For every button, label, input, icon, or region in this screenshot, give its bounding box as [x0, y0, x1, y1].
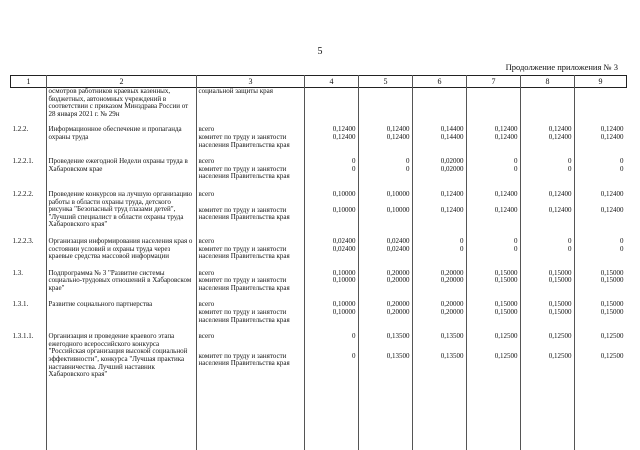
amount-cell: 0,15000 [548, 308, 572, 317]
amount-cell: 0,12400 [332, 132, 356, 141]
amount-cell: 0,10000 [332, 205, 356, 214]
funding-source: комитет по труду и занятости населения Правительства края [198, 164, 290, 181]
amount-cell: 0,02400 [386, 236, 410, 245]
amount-cell: 0 [514, 236, 518, 245]
funding-source: социальной защиты края [198, 87, 273, 95]
amount-cell: 0 [568, 157, 572, 166]
amount-cell: 0,12400 [494, 189, 518, 198]
amount-cell: 0,12500 [494, 332, 518, 341]
table-row [11, 181, 627, 207]
amount-cell: 0,12400 [494, 125, 518, 134]
funding-source: всего [198, 189, 215, 198]
funding-source: всего [198, 300, 215, 309]
amount-cell: 0,15000 [600, 268, 624, 277]
continuation-label: Продолжение приложения № 3 [505, 62, 618, 72]
item-name: Развитие социального партнерства [48, 300, 153, 309]
header-cell: 5 [359, 76, 413, 88]
amount-cell: 0,12400 [600, 189, 624, 198]
funding-source: всего [198, 332, 215, 341]
amount-cell: 0,15000 [548, 300, 572, 309]
header-cell: 4 [305, 76, 359, 88]
item-name: осмотров работников краевых казенных, бюджетных, автономных учреждений в соответствии с приказом Минздрава России от 28 января 2021 г. № 29н [48, 87, 189, 118]
column-divider [304, 75, 305, 450]
amount-cell: 0,12500 [600, 351, 624, 360]
amount-cell: 0 [620, 244, 624, 253]
amount-cell: 0,02000 [440, 157, 464, 166]
funding-source: комитет по труду и занятости населения Правительства края [198, 276, 290, 292]
funding-source: комитет по труду и занятости населения Правительства края [198, 205, 290, 222]
amount-cell: 0 [352, 351, 356, 360]
amount-cell: 0,15000 [600, 276, 624, 285]
amount-cell: 0 [568, 244, 572, 253]
amount-cell: 0,15000 [494, 308, 518, 317]
amount-cell: 0,12400 [548, 125, 572, 134]
page-number: 5 [317, 46, 323, 57]
header-cell: 3 [197, 76, 305, 88]
amount-cell: 0,10000 [386, 205, 410, 214]
item-code: 1.2.2. [12, 125, 29, 134]
amount-cell: 0 [460, 236, 464, 245]
table-row [11, 118, 627, 134]
amount-cell: 0,12400 [600, 132, 624, 141]
amount-cell: 0,12400 [494, 205, 518, 214]
amount-cell: 0,12400 [548, 189, 572, 198]
amount-cell: 0 [514, 164, 518, 173]
header-cell: 1 [11, 76, 47, 88]
amount-cell: 0,15000 [548, 276, 572, 285]
amount-cell: 0 [514, 244, 518, 253]
amount-cell: 0,15000 [548, 268, 572, 277]
amount-cell: 0,12500 [548, 332, 572, 341]
amount-cell: 0,12400 [548, 132, 572, 141]
amount-cell [305, 88, 359, 119]
amount-cell: 0,15000 [494, 276, 518, 285]
item-name: Проведение ежегодной Недели охраны труда в Хабаровском крае [48, 157, 188, 173]
amount-cell [521, 88, 575, 119]
amount-cell: 0 [352, 157, 356, 166]
amount-cell: 0,12400 [386, 132, 410, 141]
funding-source: всего [198, 125, 215, 134]
amount-cell: 0 [514, 157, 518, 166]
amount-cell: 0,20000 [440, 276, 464, 285]
funding-source: всего [198, 157, 215, 166]
amount-cell: 0 [620, 157, 624, 166]
amount-cell: 0,12400 [600, 205, 624, 214]
amount-cell: 0 [406, 157, 410, 166]
item-code: 1.2.2.3. [12, 236, 34, 245]
amount-cell: 0,10000 [332, 268, 356, 277]
amount-cell: 0,20000 [440, 308, 464, 317]
item-name: Организация и проведение краевого этапа ежегодного всероссийского конкурса "Российская организация высокой социальной эффективности", конкурса "Лучшая практика наставничества. Лучший наставник Хабаровского края" [48, 332, 188, 379]
amount-cell: 0,13500 [440, 351, 464, 360]
funding-source: всего [198, 268, 215, 277]
budget-table [10, 75, 627, 379]
amount-cell: 0,15000 [494, 300, 518, 309]
amount-cell: 0 [352, 332, 356, 341]
amount-cell: 0,12400 [494, 132, 518, 141]
amount-cell: 0 [352, 164, 356, 173]
amount-cell [575, 88, 627, 119]
amount-cell: 0,20000 [440, 268, 464, 277]
amount-cell: 0,12500 [494, 351, 518, 360]
amount-cell: 0,12400 [386, 125, 410, 134]
item-name: Организация информирования населения края о состоянии условий и охраны труда через краевые средства массовой информации [48, 236, 193, 261]
header-cell: 9 [575, 76, 627, 88]
amount-cell: 0,12400 [548, 205, 572, 214]
amount-cell: 0,12400 [332, 125, 356, 134]
header-cell: 6 [413, 76, 467, 88]
column-divider [574, 75, 575, 450]
amount-cell: 0,02400 [332, 244, 356, 253]
item-code: 1.3.1. [12, 300, 29, 309]
amount-cell: 0,12500 [600, 332, 624, 341]
amount-cell: 0 [620, 164, 624, 173]
table-row [11, 88, 627, 119]
amount-cell: 0,10000 [332, 189, 356, 198]
table-row [11, 229, 627, 246]
budget-table-wrapper [10, 75, 626, 379]
amount-cell: 0 [620, 236, 624, 245]
funding-source: всего [198, 236, 215, 245]
funding-source: комитет по труду и занятости населения Правительства края [198, 132, 290, 149]
funding-source: комитет по труду и занятости населения Правительства края [198, 351, 290, 368]
amount-cell: 0,12400 [440, 205, 464, 214]
amount-cell: 0,02000 [440, 164, 464, 173]
amount-cell: 0,15000 [494, 268, 518, 277]
amount-cell: 0,20000 [386, 276, 410, 285]
amount-cell [413, 88, 467, 119]
item-code [11, 88, 47, 119]
amount-cell: 0,12400 [600, 125, 624, 134]
amount-cell: 0,13500 [386, 351, 410, 360]
amount-cell: 0,14400 [440, 132, 464, 141]
amount-cell: 0,20000 [386, 300, 410, 309]
amount-cell: 0,13500 [440, 332, 464, 341]
column-divider [520, 75, 521, 450]
amount-cell: 0,20000 [386, 268, 410, 277]
header-cell: 2 [47, 76, 197, 88]
funding-source: комитет по труду и занятости населения Правительства края [198, 244, 290, 261]
item-code: 1.2.2.1. [12, 157, 34, 166]
amount-cell: 0,10000 [332, 308, 356, 317]
item-code: 1.3. [12, 268, 23, 277]
header-cell: 7 [467, 76, 521, 88]
amount-cell: 0 [568, 236, 572, 245]
amount-cell: 0,20000 [440, 300, 464, 309]
amount-cell [359, 88, 413, 119]
amount-cell: 0,14400 [440, 125, 464, 134]
amount-cell: 0 [406, 164, 410, 173]
amount-cell: 0 [568, 164, 572, 173]
column-divider [46, 75, 47, 450]
header-cell: 8 [521, 76, 575, 88]
header-row [11, 76, 627, 88]
table-row [11, 292, 627, 309]
column-divider [196, 75, 197, 450]
amount-cell: 0,15000 [600, 308, 624, 317]
amount-cell: 0,15000 [600, 300, 624, 309]
funding-source: комитет по труду и занятости населения Правительства края [198, 308, 290, 324]
table-row [11, 324, 627, 352]
item-code: 1.2.2.2. [12, 189, 34, 198]
table-row [11, 261, 627, 278]
amount-cell: 0,12500 [548, 351, 572, 360]
column-divider [358, 75, 359, 450]
amount-cell: 0,10000 [332, 300, 356, 309]
amount-cell [467, 88, 521, 119]
amount-cell: 0,02400 [332, 236, 356, 245]
item-name: Проведение конкурсов на лучшую организацию работы в области охраны труда, детского рисунка "Безопасный труд глазами детей", "Лучший специалист в области охраны труда Хабаровского края" [48, 189, 193, 229]
amount-cell: 0,10000 [386, 189, 410, 198]
amount-cell: 0,10000 [332, 276, 356, 285]
amount-cell: 0,20000 [386, 308, 410, 317]
amount-cell: 0,12400 [440, 189, 464, 198]
column-divider [412, 75, 413, 450]
table-row [11, 149, 627, 166]
amount-cell: 0 [460, 244, 464, 253]
amount-cell: 0,02400 [386, 244, 410, 253]
amount-cell: 0,13500 [386, 332, 410, 341]
item-code: 1.3.1.1. [12, 332, 34, 341]
column-divider [466, 75, 467, 450]
item-name: Информационное обеспечение и пропаганда охраны труда [48, 125, 182, 141]
item-name: Подпрограмма № 3 "Развитие системы социально-трудовых отношений в Хабаровском крае" [48, 268, 192, 292]
